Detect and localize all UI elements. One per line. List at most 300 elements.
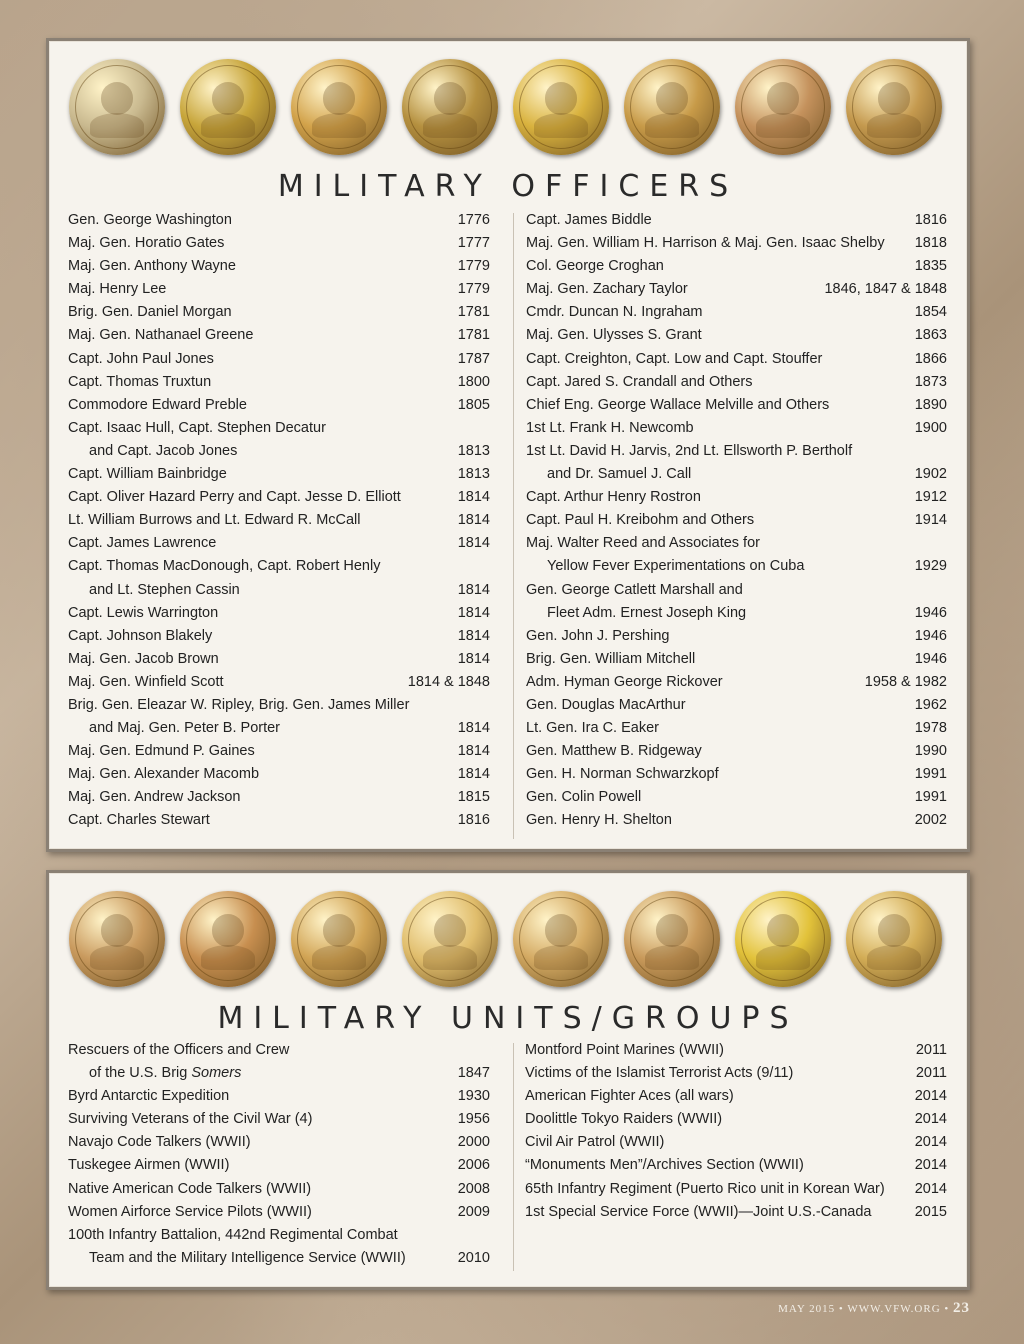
entry-year: 1962 xyxy=(914,696,947,713)
entry-year: 1781 xyxy=(457,327,490,344)
medal-relief-body xyxy=(90,113,144,138)
entry-name xyxy=(526,394,829,417)
entry-name-text: 1st Lt. Frank H. Newcomb xyxy=(526,419,694,436)
entry-name-text: Gen. Matthew B. Ridgeway xyxy=(526,743,702,760)
entry-year: 1814 xyxy=(457,581,490,598)
medal-veterans-icon xyxy=(69,891,165,987)
entry-year: 1946 xyxy=(914,604,947,621)
entry-name-text: Commodore Edward Preble xyxy=(68,396,247,413)
list-item xyxy=(526,532,947,555)
military-officers-title: MILITARY OFFICERS xyxy=(277,169,739,204)
entry-year: 1991 xyxy=(914,789,947,806)
entry-year: 1946 xyxy=(914,627,947,644)
entry-name-text: Surviving Veterans of the Civil War (4) xyxy=(68,1111,313,1128)
entry-name-text: Doolittle Tokyo Raiders (WWII) xyxy=(525,1111,723,1128)
entry-name xyxy=(68,555,380,578)
list-item xyxy=(68,301,490,324)
medal-relief-head xyxy=(767,914,800,947)
entry-name-text: Fleet Adm. Ernest Joseph King xyxy=(547,604,747,621)
list-item xyxy=(526,371,947,394)
entry-name xyxy=(68,486,401,509)
entry-name xyxy=(525,1131,664,1154)
medal-relief-head xyxy=(878,914,911,947)
medal-relief-body xyxy=(423,945,477,970)
entry-name-text: Capt. Arthur Henry Rostron xyxy=(526,489,701,506)
entry-name-text: Yellow Fever Experimentations on Cuba xyxy=(547,558,805,575)
medal-relief-body xyxy=(201,945,255,970)
entry-year: 2014 xyxy=(914,1180,947,1197)
entry-year: 1902 xyxy=(914,466,947,483)
entry-year: 1815 xyxy=(457,789,490,806)
list-item xyxy=(526,694,947,717)
list-item xyxy=(526,278,947,301)
medal-tuskegee-airmen-icon xyxy=(291,891,387,987)
entry-name xyxy=(68,371,211,394)
entry-name xyxy=(68,1039,289,1062)
list-item xyxy=(68,763,490,786)
list-item xyxy=(68,740,490,763)
entry-name xyxy=(526,740,702,763)
list-item xyxy=(68,1062,490,1085)
entry-name-text: Maj. Gen. Zachary Taylor xyxy=(526,281,688,298)
entry-name-text: Navajo Code Talkers (WWII) xyxy=(68,1134,251,1151)
list-item xyxy=(68,348,490,371)
entry-name xyxy=(68,509,361,532)
list-item xyxy=(526,255,947,278)
entry-name-text: Capt. Thomas MacDonough, Capt. Robert Henly xyxy=(68,558,381,575)
units-right-column xyxy=(525,1039,947,1224)
entry-year: 1813 xyxy=(457,442,490,459)
medal-officer-cap-icon xyxy=(513,59,609,155)
officers-left-column xyxy=(68,209,490,833)
entry-name xyxy=(526,509,754,532)
entry-year: 1814 xyxy=(457,489,490,506)
entry-year: 2002 xyxy=(914,812,947,829)
entry-name xyxy=(68,1085,229,1108)
entry-name xyxy=(68,348,214,371)
list-item xyxy=(526,579,947,602)
list-item xyxy=(526,786,947,809)
list-item xyxy=(68,509,490,532)
entry-name xyxy=(68,648,219,671)
entry-name xyxy=(526,648,695,671)
entry-name-text: Gen. Colin Powell xyxy=(526,789,642,806)
entry-name-text: Rescuers of the Officers and Crew xyxy=(68,1042,290,1058)
entry-year: 1978 xyxy=(914,720,947,737)
list-item xyxy=(526,648,947,671)
entry-name xyxy=(526,324,702,347)
entry-name xyxy=(68,1178,311,1201)
entry-name xyxy=(526,694,686,717)
list-item xyxy=(526,671,947,694)
medal-portrait-plaque-icon xyxy=(735,59,831,155)
unit-medals-row xyxy=(69,891,947,999)
list-item xyxy=(68,1039,490,1062)
entry-name-italic: Somers xyxy=(191,1065,242,1082)
entry-name xyxy=(526,602,746,625)
entry-year: 2015 xyxy=(914,1203,947,1220)
entry-year: 1777 xyxy=(457,235,490,252)
entry-name-text: Brig. Gen. Daniel Morgan xyxy=(68,304,232,321)
entry-year: 1818 xyxy=(914,235,947,252)
entry-name xyxy=(68,301,232,324)
entry-name-text: Victims of the Islamist Terrorist Acts (9/11) xyxy=(525,1065,794,1082)
entry-year: 1847 xyxy=(457,1065,490,1082)
entry-name xyxy=(68,1131,251,1154)
units-left-column xyxy=(68,1039,490,1270)
entry-name-text: Chief Eng. George Wallace Melville and Others xyxy=(526,396,830,413)
list-item xyxy=(526,740,947,763)
entry-name xyxy=(526,532,760,555)
entry-year: 1956 xyxy=(457,1111,490,1128)
entry-year: 1800 xyxy=(457,373,490,390)
entry-name xyxy=(68,1154,229,1177)
list-item xyxy=(68,602,490,625)
entry-year: 1866 xyxy=(914,350,947,367)
list-item xyxy=(526,763,947,786)
entry-year: 1779 xyxy=(457,258,490,275)
list-item xyxy=(68,1224,490,1247)
entry-name xyxy=(68,1247,406,1270)
entry-name xyxy=(525,1178,885,1201)
officer-medals-row xyxy=(69,59,947,167)
entry-year: 2006 xyxy=(457,1157,490,1174)
medal-relief-head xyxy=(767,82,800,115)
list-item xyxy=(526,602,947,625)
list-item xyxy=(526,209,947,232)
medal-wasp-icon xyxy=(402,891,498,987)
entry-name-text: Maj. Gen. Edmund P. Gaines xyxy=(68,743,255,760)
entry-name xyxy=(526,763,719,786)
entry-year: 2014 xyxy=(914,1134,947,1151)
entry-name xyxy=(68,417,326,440)
list-item xyxy=(68,717,490,740)
entry-name xyxy=(68,740,255,763)
entry-name-text: Lt. William Burrows and Lt. Edward R. McCall xyxy=(68,512,361,529)
entry-year: 1814 xyxy=(457,535,490,552)
list-item xyxy=(525,1062,947,1085)
list-item xyxy=(525,1085,947,1108)
entry-name xyxy=(526,348,822,371)
entry-name xyxy=(68,1062,241,1085)
list-item xyxy=(526,301,947,324)
list-item xyxy=(526,717,947,740)
medal-relief-body xyxy=(312,945,366,970)
list-item xyxy=(68,648,490,671)
entry-name-text: “Monuments Men”/Archives Section (WWII) xyxy=(525,1157,804,1174)
column-divider xyxy=(513,1043,514,1271)
entry-name-text: Tuskegee Airmen (WWII) xyxy=(68,1157,230,1174)
list-item xyxy=(68,417,490,440)
entry-name xyxy=(68,324,253,347)
list-item xyxy=(68,209,490,232)
entry-name-text: Capt. William Bainbridge xyxy=(68,466,227,483)
list-item xyxy=(526,417,947,440)
entry-year: 2014 xyxy=(914,1157,947,1174)
list-item xyxy=(68,555,490,578)
entry-name xyxy=(68,717,280,740)
list-item xyxy=(525,1178,947,1201)
entry-name-text: Maj. Gen. William H. Harrison & Maj. Gen. Isaac Shelby xyxy=(526,235,885,252)
entry-year: 1814 xyxy=(457,512,490,529)
medal-relief-body xyxy=(201,113,255,138)
entry-year: 1863 xyxy=(914,327,947,344)
entry-year: 2011 xyxy=(915,1042,947,1058)
entry-year: 1900 xyxy=(914,419,947,436)
list-item xyxy=(526,625,947,648)
entry-name-text: Native American Code Talkers (WWII) xyxy=(68,1180,312,1197)
entry-name xyxy=(68,602,218,625)
entry-name xyxy=(526,786,641,809)
medal-relief-head xyxy=(656,82,689,115)
entry-year: 1930 xyxy=(457,1088,490,1105)
entry-name-text: Lt. Gen. Ira C. Eaker xyxy=(526,720,659,737)
military-officers-panel xyxy=(46,38,970,852)
entry-year: 1854 xyxy=(914,304,947,321)
medal-colin-powell-icon xyxy=(846,59,942,155)
entry-name-text: American Fighter Aces (all wars) xyxy=(525,1088,734,1105)
entry-name xyxy=(526,809,672,832)
entry-name xyxy=(525,1085,734,1108)
footer-site: WWW.VFW.ORG xyxy=(847,1303,941,1315)
entry-name-text: Capt. Charles Stewart xyxy=(68,812,210,829)
entry-year: 1814 xyxy=(457,766,490,783)
entry-year: 1813 xyxy=(457,466,490,483)
entry-name xyxy=(68,1224,398,1247)
list-item xyxy=(526,509,947,532)
entry-year: 1835 xyxy=(914,258,947,275)
entry-year: 2000 xyxy=(457,1134,490,1151)
list-item xyxy=(68,486,490,509)
list-item xyxy=(68,440,490,463)
entry-name-text: Gen. H. Norman Schwarzkopf xyxy=(526,766,719,783)
entry-name xyxy=(526,232,885,255)
entry-name-text: Adm. Hyman George Rickover xyxy=(526,673,723,690)
entry-name xyxy=(68,209,232,232)
list-item xyxy=(68,579,490,602)
list-item xyxy=(68,1108,490,1131)
list-item xyxy=(525,1039,947,1062)
entry-year: 1814 xyxy=(457,604,490,621)
entry-name xyxy=(526,671,723,694)
military-units-panel xyxy=(46,870,970,1290)
medal-relief-head xyxy=(878,82,911,115)
list-item xyxy=(68,786,490,809)
entry-name-text: Maj. Gen. Jacob Brown xyxy=(68,650,219,667)
entry-year: 1991 xyxy=(914,766,947,783)
entry-name-text: Byrd Antarctic Expedition xyxy=(68,1088,230,1105)
list-item xyxy=(68,232,490,255)
entry-name xyxy=(68,255,236,278)
list-item xyxy=(525,1154,947,1177)
medal-infantry-icon xyxy=(624,891,720,987)
column-divider xyxy=(513,213,514,839)
medal-relief-body xyxy=(867,945,921,970)
list-item xyxy=(525,1108,947,1131)
entry-year: 1873 xyxy=(914,373,947,390)
entry-name-text: 100th Infantry Battalion, 442nd Regimental Combat xyxy=(68,1226,398,1243)
entry-name xyxy=(526,463,691,486)
entry-name-text: Col. George Croghan xyxy=(526,258,664,275)
medal-relief-body xyxy=(645,113,699,138)
medal-relief-body xyxy=(534,945,588,970)
entry-year: 2011 xyxy=(915,1065,947,1082)
entry-name-text: Gen. Henry H. Shelton xyxy=(526,812,672,829)
entry-name xyxy=(525,1062,793,1085)
medal-relief-body xyxy=(645,945,699,970)
entry-year: 2008 xyxy=(457,1180,490,1197)
entry-name-text: Capt. John Paul Jones xyxy=(68,350,214,367)
medal-relief-head xyxy=(212,82,245,115)
entry-year: 1816 xyxy=(914,212,947,228)
medal-navajo-code-talkers-icon xyxy=(180,891,276,987)
entry-name-text: Capt. Johnson Blakely xyxy=(68,627,213,644)
military-units-title: MILITARY UNITS/GROUPS xyxy=(217,1001,799,1036)
medal-relief-body xyxy=(756,945,810,970)
entry-name-text: Women Airforce Service Pilots (WWII) xyxy=(68,1203,312,1220)
medal-morgan-icon xyxy=(69,59,165,155)
page-footer xyxy=(778,1300,970,1317)
list-item xyxy=(68,1247,490,1270)
entry-name xyxy=(68,625,212,648)
list-item xyxy=(68,324,490,347)
list-item xyxy=(68,1201,490,1224)
entry-name xyxy=(526,417,694,440)
list-item xyxy=(526,555,947,578)
list-item xyxy=(68,394,490,417)
entry-name-text: Gen. George Catlett Marshall and xyxy=(526,581,743,598)
medal-civil-air-patrol-icon xyxy=(846,891,942,987)
list-item xyxy=(68,671,490,694)
entry-name xyxy=(526,625,669,648)
list-item xyxy=(68,1154,490,1177)
entry-name xyxy=(68,579,240,602)
entry-name xyxy=(525,1154,804,1177)
entry-name-text: Maj. Gen. Anthony Wayne xyxy=(68,258,236,275)
entry-name xyxy=(68,278,166,301)
entry-name xyxy=(525,1201,872,1224)
entry-year: 1816 xyxy=(457,812,490,829)
list-item xyxy=(68,278,490,301)
entry-name-text: Maj. Henry Lee xyxy=(68,281,167,298)
medal-relief-body xyxy=(867,113,921,138)
list-item xyxy=(68,371,490,394)
entry-name xyxy=(68,232,224,255)
list-item xyxy=(526,232,947,255)
list-item xyxy=(526,463,947,486)
medal-figures-icon xyxy=(624,59,720,155)
entry-year: 1912 xyxy=(914,489,947,506)
entry-name xyxy=(68,440,237,463)
entry-year: 1958 & 1982 xyxy=(864,673,947,690)
entry-year: 1805 xyxy=(457,396,490,413)
entry-year: 1846, 1847 & 1848 xyxy=(824,281,947,298)
medal-relief-head xyxy=(323,914,356,947)
entry-year: 1929 xyxy=(914,558,947,575)
entry-year: 1914 xyxy=(914,512,947,529)
entry-year: 2014 xyxy=(914,1088,947,1105)
footer-month: MAY 2015 xyxy=(778,1303,836,1315)
entry-name xyxy=(526,555,804,578)
entry-name-text: and Maj. Gen. Peter B. Porter xyxy=(89,720,281,737)
entry-year: 1779 xyxy=(457,281,490,298)
entry-name xyxy=(68,763,259,786)
entry-name-text: Maj. Gen. Alexander Macomb xyxy=(68,766,260,783)
entry-name-text: Capt. Oliver Hazard Perry and Capt. Jesse D. Elliott xyxy=(68,489,401,506)
entry-name-text: Maj. Gen. Winfield Scott xyxy=(68,673,224,690)
entry-name-text: and Dr. Samuel J. Call xyxy=(547,466,692,483)
entry-name xyxy=(68,1201,312,1224)
medal-admiral-icon xyxy=(402,59,498,155)
entry-name xyxy=(526,579,743,602)
entry-name xyxy=(68,694,409,717)
entry-name-text: Capt. Thomas Truxtun xyxy=(68,373,212,390)
entry-name-text: of the U.S. Brig xyxy=(89,1065,192,1082)
medal-relief-head xyxy=(212,914,245,947)
medal-uniform-bust-icon xyxy=(291,59,387,155)
entry-name xyxy=(68,394,247,417)
entry-name xyxy=(68,532,216,555)
entry-year: 2009 xyxy=(457,1203,490,1220)
medal-relief-head xyxy=(101,914,134,947)
entry-name-text: Maj. Gen. Horatio Gates xyxy=(68,235,225,252)
officers-right-column xyxy=(526,209,947,833)
entry-name xyxy=(526,371,752,394)
list-item xyxy=(526,348,947,371)
entry-name xyxy=(526,486,701,509)
list-item xyxy=(68,1178,490,1201)
entry-name xyxy=(526,440,852,463)
entry-year: 1814 xyxy=(457,743,490,760)
medal-relief-head xyxy=(545,82,578,115)
list-item xyxy=(526,440,947,463)
entry-name xyxy=(526,278,688,301)
entry-name-text: Maj. Gen. Ulysses S. Grant xyxy=(526,327,702,344)
entry-name xyxy=(525,1108,722,1131)
list-item xyxy=(525,1131,947,1154)
entry-name-text: 1st Lt. David H. Jarvis, 2nd Lt. Ellsworth P. Bertholf xyxy=(526,442,853,459)
entry-name-text: Gen. John J. Pershing xyxy=(526,627,670,644)
entry-year: 1946 xyxy=(914,650,947,667)
medal-relief-body xyxy=(90,945,144,970)
entry-name-text: Civil Air Patrol (WWII) xyxy=(525,1134,665,1151)
entry-name-text: Capt. Creighton, Capt. Low and Capt. Stouffer xyxy=(526,350,823,367)
list-item xyxy=(526,486,947,509)
medal-relief-head xyxy=(545,914,578,947)
footer-separator: • xyxy=(944,1303,950,1315)
entry-year: 1814 & 1848 xyxy=(407,673,490,690)
entry-name xyxy=(526,717,659,740)
entry-name-text: Team and the Military Intelligence Service (WWII) xyxy=(89,1249,406,1266)
entry-name-text: Maj. Gen. Nathanael Greene xyxy=(68,327,254,344)
medal-relief-body xyxy=(534,113,588,138)
medal-relief-body xyxy=(423,113,477,138)
entry-year: 1814 xyxy=(457,627,490,644)
entry-name-text: Brig. Gen. William Mitchell xyxy=(526,650,696,667)
entry-year: 1814 xyxy=(457,720,490,737)
list-item xyxy=(68,1131,490,1154)
entry-name xyxy=(68,463,227,486)
entry-name-text: Capt. Paul H. Kreibohm and Others xyxy=(526,512,755,529)
entry-name xyxy=(526,209,652,232)
entry-year: 1776 xyxy=(457,212,490,228)
entry-year: 1787 xyxy=(457,350,490,367)
list-item xyxy=(68,255,490,278)
entry-name xyxy=(68,671,224,694)
entry-name-text: Brig. Gen. Eleazar W. Ripley, Brig. Gen. James Miller xyxy=(68,696,410,713)
medal-montford-point-icon xyxy=(513,891,609,987)
entry-name xyxy=(526,301,703,324)
